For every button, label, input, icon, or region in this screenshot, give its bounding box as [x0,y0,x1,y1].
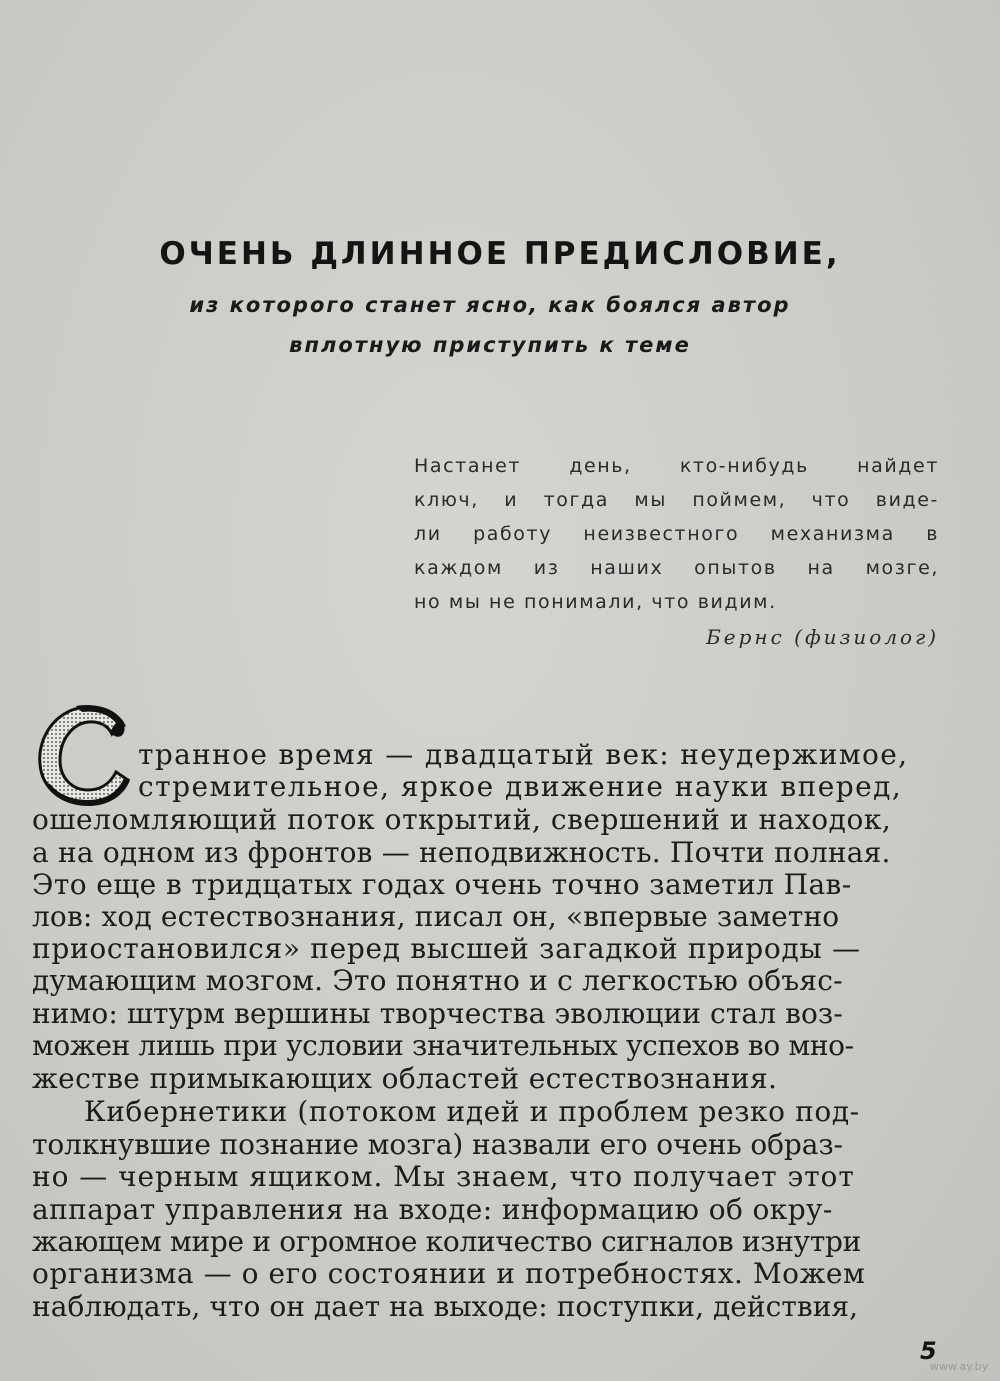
body-line: лов: ход естествознания, писал он, «впервые заметно [32,900,840,933]
body-line: но — черным ящиком. Мы знаем, что получает этот [32,1160,855,1193]
body-line: транное время — двадцатый век: неудержимое, [138,738,909,771]
chapter-subtitle-line-1: из которого станет ясно, как боялся автор [189,293,791,317]
body-line: жестве примыкающих областей естествознания. [32,1062,778,1095]
body-line: толкнувшие познание мозга) назвали его очень образ- [32,1128,843,1161]
watermark: www.ay.by [930,1360,989,1373]
body-line: приостановился» перед высшей загадкой природы — [32,932,861,965]
body-line: Кибернетики (потоком идей и проблем резко под- [84,1095,860,1128]
body-line: жающем мире и огромное количество сигналов изнутри [32,1225,861,1258]
epigraph-line: ключ, и тогда мы поймем, что виде- [414,489,939,511]
body-line: ошеломляющий поток открытий, свершений и находок, [32,803,892,836]
body-line: думающим мозгом. Это понятно и с легкостью объяс- [32,964,843,997]
body-line: аппарат управления на входе: информацию об окру- [32,1193,833,1226]
drop-cap-letter [30,700,138,810]
body-line: можен лишь при условии значительных успехов во мно- [32,1029,854,1062]
chapter-title: ОЧЕНЬ ДЛИННОЕ ПРЕДИСЛОВИЕ, [159,236,841,272]
body-line: Это еще в тридцатых годах очень точно заметил Пав- [32,868,852,901]
body-line: наблюдать, что он дает на выходе: поступки, действия, [32,1290,859,1323]
epigraph-author: Бернс (физиолог) [706,625,939,649]
chapter-subtitle-line-2: вплотную приступить к теме [289,333,691,357]
epigraph-line: каждом из наших опытов на мозге, [414,557,939,579]
epigraph-line: Настанет день, кто-нибудь найдет [414,455,939,477]
epigraph-line: но мы не понимали, что видим. [414,591,777,613]
body-line: организма — о его состоянии и потребностях. Можем [32,1257,866,1290]
body-line: стремительное, яркое движение науки вперед, [138,770,903,803]
epigraph-line: ли работу неизвестного механизма в [414,523,939,545]
body-line: нимо: штурм вершины творчества эволюции стал воз- [32,997,843,1030]
body-line: а на одном из фронтов — неподвижность. Почти полная. [32,836,891,869]
page-number: 5 [920,1337,937,1365]
